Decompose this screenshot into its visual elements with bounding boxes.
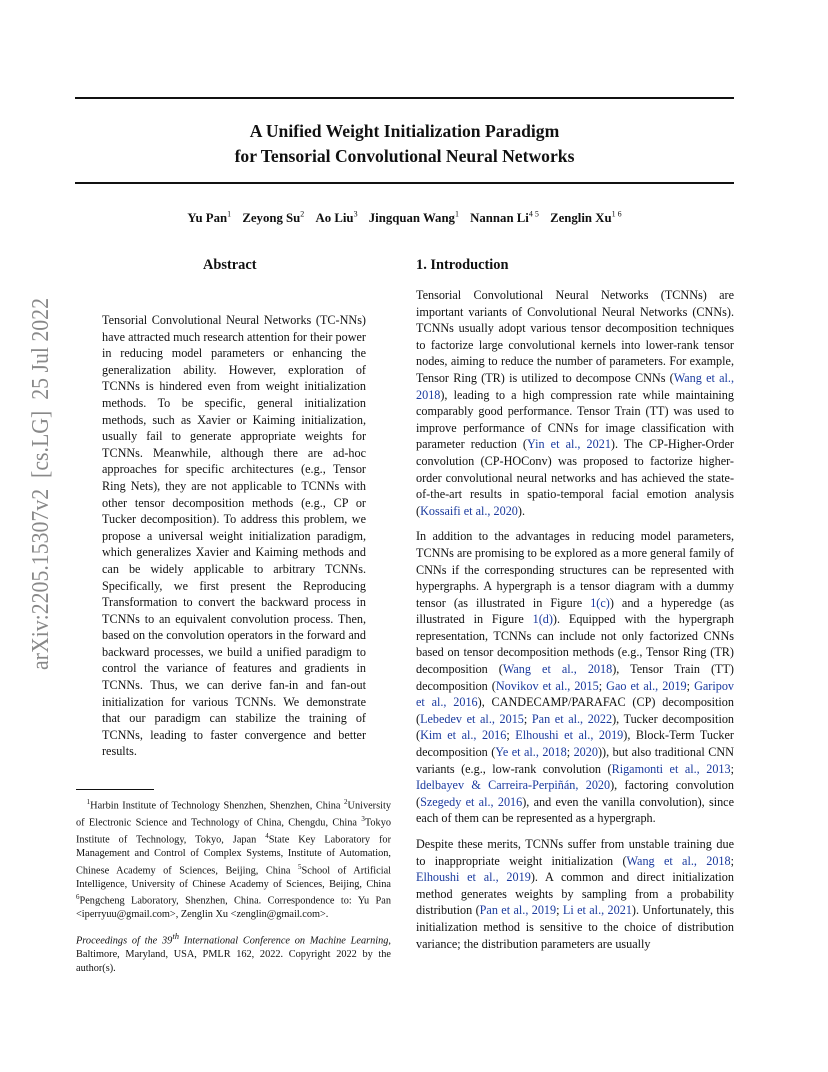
citation-link[interactable]: Gao et al., 2019 <box>606 678 687 693</box>
abstract-body <box>102 312 366 760</box>
figure-link[interactable]: 1(c) <box>590 595 610 610</box>
citation-link[interactable]: Li et al., 2021 <box>562 903 632 918</box>
title-bottom-rule <box>75 182 734 184</box>
citation-link[interactable]: Pan et al., 2019 <box>479 903 557 918</box>
footnote-rule <box>76 789 154 790</box>
citation-link[interactable]: Kim et al., 2016 <box>420 728 507 743</box>
arxiv-stamp-text: arXiv:2205.15307v2 [cs.LG] 25 Jul 2022 <box>27 296 54 670</box>
citation-link[interactable]: Ye et al., 2018 <box>495 745 567 760</box>
citation-link[interactable]: Lebedev et al., 2015 <box>420 711 524 726</box>
citation-link[interactable]: Novikov et al., 2015 <box>495 678 599 693</box>
citation-link[interactable]: Szegedy et al., 2016 <box>420 794 523 809</box>
figure-link[interactable]: 1(d) <box>532 612 553 627</box>
citation-link[interactable]: Yin et al., 2021 <box>526 437 611 452</box>
citation-link[interactable]: Kossaifi et al., 2020 <box>420 503 518 518</box>
citation-link[interactable]: Rigamonti et al., 2013 <box>611 761 731 776</box>
introduction-body <box>416 287 734 952</box>
author: Jingquan Wang$^1$ <box>368 210 459 226</box>
intro-paragraph-1: Tensorial Convolutional Neural Networks (TCNNs) are important variants of Convolutional Neural Networks (CNNs). TCNNs usually adopt various tensor decomposition techniques to factorize large convolutional kernels into lower-rank tensor nodes, aiming to reduce the number of parameters. For example, Tensor Ring (TR) is utilized to decompose CNNs (Wang et al., 2018), leading to a high compression rate while maintaining comparably good performance. Tensor Train (TT) was used to improve performance of CNNs for image classification with parameter reduction (Yin et al., 2021). The CP-Higher-Order convolution (CP-HOConv) was proposed to factorize higher-order convolutional neural networks and has achieved the state-of-the-art results in spatio-temporal facial emotion analysis (Kossaifi et al., 2020). <box>416 288 734 518</box>
intro-paragraph-2: In addition to the advantages in reducing model parameters, TCNNs are promising to be explored as a more general family of CNNs if the corresponding structures can be represented with hypergraphs. A hypergraph is a tensor diagram with a dummy tensor (as illustrated in Figure 1(c)) and a hyperedge (as illustrated in Figure 1(d)). Equipped with the hypergraph representation, TCNNs can include not only factorized CNNs based on tensor decomposition methods (e.g., Tensor Ring (TR) decomposition (Wang et al., 2018), Tensor Train (TT) decomposition (Novikov et al., 2015; Gao et al., 2019; Garipov et al., 2016), CANDECAMP/PARAFAC (CP) decomposition (Lebedev et al., 2015; Pan et al., 2022), Tucker decomposition (Kim et al., 2016; Elhoushi et al., 2019), Block-Term Tucker decomposition (Ye et al., 2018; 2020)), but also traditional CNN variants (e.g., low-rank convolution (Rigamonti et al., 2013; Idelbayev & Carreira-Perpiñán, 2020), factoring convolution (Szegedy et al., 2016), and even the vanilla convolution), since each of them can be represented as a hypergraph. <box>416 529 735 826</box>
author: Zenglin $Xu^{1 6}$ <box>550 210 622 226</box>
citation-link[interactable]: Pan et al., 2022 <box>531 711 613 726</box>
citation-link[interactable]: Wang et al., 2018 <box>626 853 731 868</box>
title-line-2: for Tensorial Convolutional Neural Networks <box>234 146 575 166</box>
citation-link[interactable]: Garipov et al., 2016 <box>416 678 735 710</box>
top-rule <box>75 97 734 99</box>
author: Zeyong Su$^2$ <box>242 210 305 226</box>
arxiv-stamp <box>18 296 56 674</box>
introduction-heading: 1. Introduction <box>416 257 509 273</box>
abstract-text: Tensorial Convolutional Neural Networks (TC-NNs) have attracted much research attention for their power in reducing model parameters or enhancing the generalization ability. However, exploration of TCNNs is hindered even from weight initialization methods. To be specific, general initialization methods, such as Xavier or Kaiming initialization, usually fail to generate appropriate weights for TCNNs. Meanwhile, although there are ad-hoc approaches for specific architectures (e.g., Tensor Ring Nets), they are not applicable to TCNNs with other tensor decomposition methods (e.g., CP or Tucker decomposition). To address this problem, we propose a universal weight initialization paradigm, which generalizes Xavier and Kaiming methods and can be widely applicable to arbitrary TCNNs. Specifically, we first present the Reproducing Transformation to convert the backward process in TCNNs to an equivalent convolution process. Then, based on the convolution operators in the forward and backward processes, we build a unified paradigm to control the variance of features and gradients in TCNNs. Thus, we can derive fan-in and fan-out initialization for various TCNNs. We demonstrate that our paradigm can stabilize the training of TCNNs, leading to faster convergence and better results. <box>102 313 366 759</box>
author-list <box>75 210 734 226</box>
affiliations-footnote: $^1$Harbin Institute of Technology Shenzhen, Shenzhen, China $^2$University of Electronic Science and Technology of China, Chengdu, China $^3$Tokyo Institute of Technology, Tokyo, Japan $^4$State Key Laboratory for Management and Control of Complex Systems, Institute of Automation, Chinese Academy of Sciences, Beijing, China $^5$School of Artificial Intelligence, University of Chinese Academy of Sciences, Beijing, China $^6$Pengcheng Laboratory, Shenzhen, China. Correspondence to: Yu Pan <iperryuu@gmail.com>, Zenglin Xu <zenglin@gmail.com>. <box>76 798 392 921</box>
citation-link[interactable]: Idelbayev & Carreira-Perpiñán, 2020 <box>416 778 611 793</box>
citation-link[interactable]: Elhoushi et al., 2019 <box>416 870 531 885</box>
abstract-heading: Abstract <box>203 257 257 273</box>
citation-link[interactable]: Wang et al., 2018 <box>502 662 613 677</box>
citation-link[interactable]: 2020 <box>573 745 598 760</box>
citation-link[interactable]: Elhoushi et al., 2019 <box>515 728 624 743</box>
intro-paragraph-3: Despite these merits, TCNNs suffer from unstable training due to inappropriate weight initialization (Wang et al., 2018; Elhoushi et al., 2019). A common and direct initialization method generates weights by sampling from a probability distribution (Pan et al., 2019; Li et al., 2021). Unfortunately, this initialization method is sensitive to the choice of distribution variance; the distribution parameters are usually <box>416 837 735 951</box>
author: Ao Liu$^3$ <box>315 210 358 226</box>
author: Nannan $Li^{4 5}$ <box>470 210 539 226</box>
proceedings-note: Proceedings of the 39th International Conference on Machine Learning, Baltimore, Maryland, USA, PMLR 162, 2022. Copyright 2022 by the author(s). <box>76 931 391 975</box>
author: Yu Pan$^1$ <box>187 210 232 226</box>
paper-title <box>75 119 734 169</box>
title-line-1: A Unified Weight Initialization Paradigm <box>249 121 560 141</box>
citation-link[interactable]: Wang et al., 2018 <box>416 370 734 402</box>
